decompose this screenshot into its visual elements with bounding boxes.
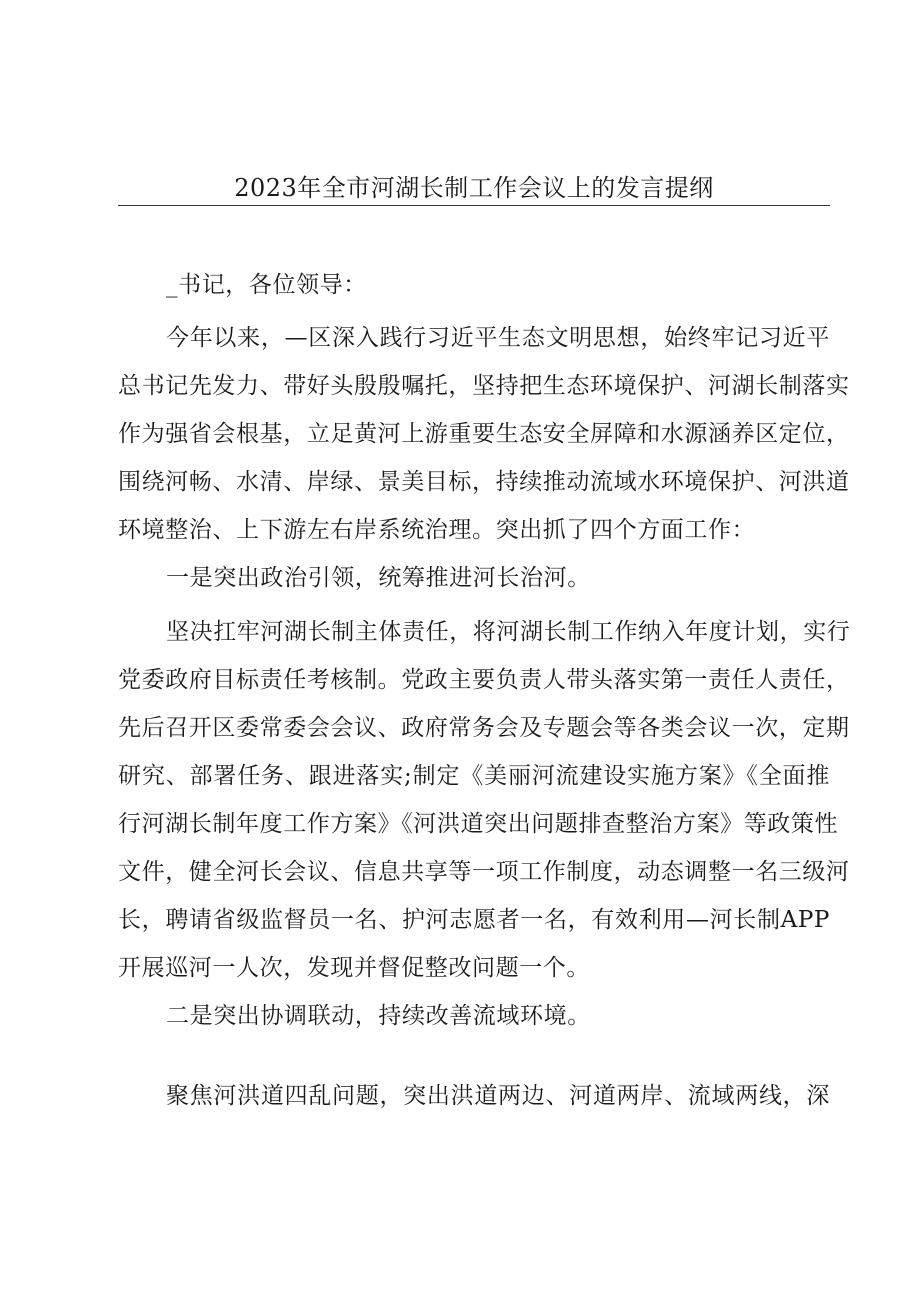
section-heading-1: 一是突出政治引领，统筹推进河长治河。 (166, 565, 591, 591)
paragraph-line: 坚决扛牢河湖长制主体责任，将河湖长制工作纳入年度计划，实行 (166, 619, 851, 645)
paragraph-line: 先后召开区委常委会会议、政府常务会及专题会等各类会议一次，定期 (118, 715, 850, 741)
paragraph-line: 开展巡河一人次，发现并督促整改问题一个。 (118, 955, 590, 981)
paragraph-line: 聚焦河洪道四乱问题，突出洪道两边、河道两岸、流域两线，深 (166, 1083, 830, 1109)
paragraph-line: 研究、部署任务、跟进落实;制定《美丽河流建设实施方案》《全面推 (118, 763, 830, 789)
paragraph-line: 围绕河畅、水清、岸绿、景美目标，持续推动流域水环境保护、河洪道 (118, 469, 850, 495)
paragraph-line: 文件，健全河长会议、信息共享等一项工作制度，动态调整一名三级河 (118, 859, 850, 885)
title-underline (118, 205, 830, 206)
salutation: _书记，各位领导： (166, 272, 367, 298)
paragraph-line: 环境整治、上下游左右岸系统治理。突出抓了四个方面工作： (118, 517, 756, 543)
paragraph-line: 作为强省会根基，立足黄河上游重要生态安全屏障和水源涵养区定位， (118, 421, 850, 447)
paragraph-line: 长，聘请省级监督员一名、护河志愿者一名，有效利用—河长制APP (118, 907, 830, 933)
paragraph-line: 党委政府目标责任考核制。党政主要负责人带头落实第一责任人责任， (118, 667, 850, 693)
paragraph-line: 总书记先发力、带好头殷殷嘱托，坚持把生态环境保护、河湖长制落实 (118, 373, 850, 399)
paragraph-line: 今年以来，—区深入践行习近平生态文明思想，始终牢记习近平 (166, 325, 830, 351)
page-title: 2023年全市河湖长制工作会议上的发言提纲 (234, 174, 714, 202)
section-heading-2: 二是突出协调联动，持续改善流域环境。 (166, 1003, 591, 1029)
paragraph-line: 行河湖长制年度工作方案》《河洪道突出问题排查整治方案》等政策性 (118, 811, 839, 837)
